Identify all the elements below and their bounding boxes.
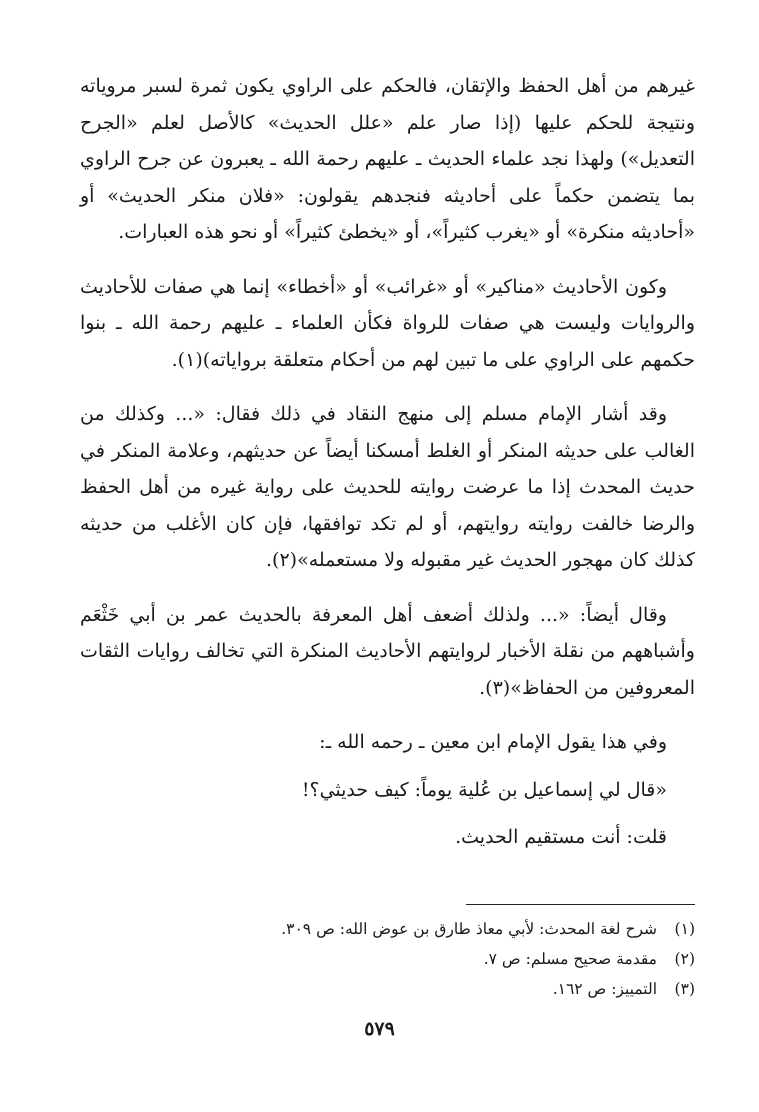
paragraph-4: وقال أيضاً: «... ولذلك أضعف أهل المعرفة بالحديث عمر بن أبي خَثْعَم وأشباههم من نقلة الأخبار لروايتهم الأحاديث المنكرة التي تخالف روايات الثقات المعروفين من الحفاظ»(٣). [80, 603, 695, 699]
footnote [80, 914, 695, 944]
footnotes [80, 914, 695, 1004]
paragraph-1: غيرهم من أهل الحفظ والإتقان، فالحكم على الراوي يكون ثمرة لسبر مروياته ونتيجة للحكم عليها (إذا صار علم «علل الحديث» كالأصل لعلم «الجرح التعديل») ولهذا نجد علماء الحديث ـ عليهم رحمة الله ـ يعبرون عن جرح الراوي بما يتضمن حكماً على أحاديثه فنجدهم يقولون: «فلان منكر الحديث» أو «أحاديثه منكرة» أو «يغرب كثيراً»، أو «يخطئ كثيراً» أو نحو هذه العبارات. [80, 75, 695, 243]
footnote-text: مقدمة صحيح مسلم: ص ٧. [483, 950, 657, 968]
quote-line-2: «قال لي إسماعيل بن عُلية يوماً: كيف حديثي؟! [301, 778, 667, 801]
page-number: ٥٧٩ [364, 1018, 395, 1040]
footnote [80, 944, 695, 974]
paragraph-3: وقد أشار الإمام مسلم إلى منهج النقاد في ذلك فقال: «... وكذلك من الغالب على حديثه المنكر أو الغلط أمسكنا أيضاً عن حديثهم، وعلامة المنكر في حديث المحدث إذا ما عرضت روايته للحديث على رواية غيره من أهل الحفظ والرضا خالفت روايته روايتهم، أو لم تكد توافقها، فإن كان الأغلب من حديثه كذلك كان مهجور الحديث غير مقبوله ولا مستعمله»(٢). [80, 403, 695, 571]
quote-line-3: قلت: أنت مستقيم الحديث. [455, 826, 667, 848]
footnote-separator [466, 904, 695, 905]
quote-line-1: وفي هذا يقول الإمام ابن معين ـ رحمه الله ـ: [319, 731, 667, 753]
paragraph-2: وكون الأحاديث «مناكير» أو «غرائب» أو «أخطاء» إنما هي صفات للأحاديث والروايات وليست هي صفات للرواة فكأن العلماء ـ عليهم رحمة الله ـ بنوا حكمهم على الراوي على ما تبين لهم من أحكام متعلقة برواياته)(١). [80, 275, 695, 371]
page-body [80, 68, 695, 867]
footnote-text: شرح لغة المحدث: لأبي معاذ طارق بن عوض الله: ص ٣٠٩. [281, 920, 657, 938]
footnote-text: التمييز: ص ١٦٢. [552, 980, 657, 998]
footnote-number: (٢) [674, 950, 695, 968]
footnote-number: (٣) [674, 980, 695, 998]
footnote [80, 974, 695, 1004]
footnote-number: (١) [674, 920, 695, 938]
